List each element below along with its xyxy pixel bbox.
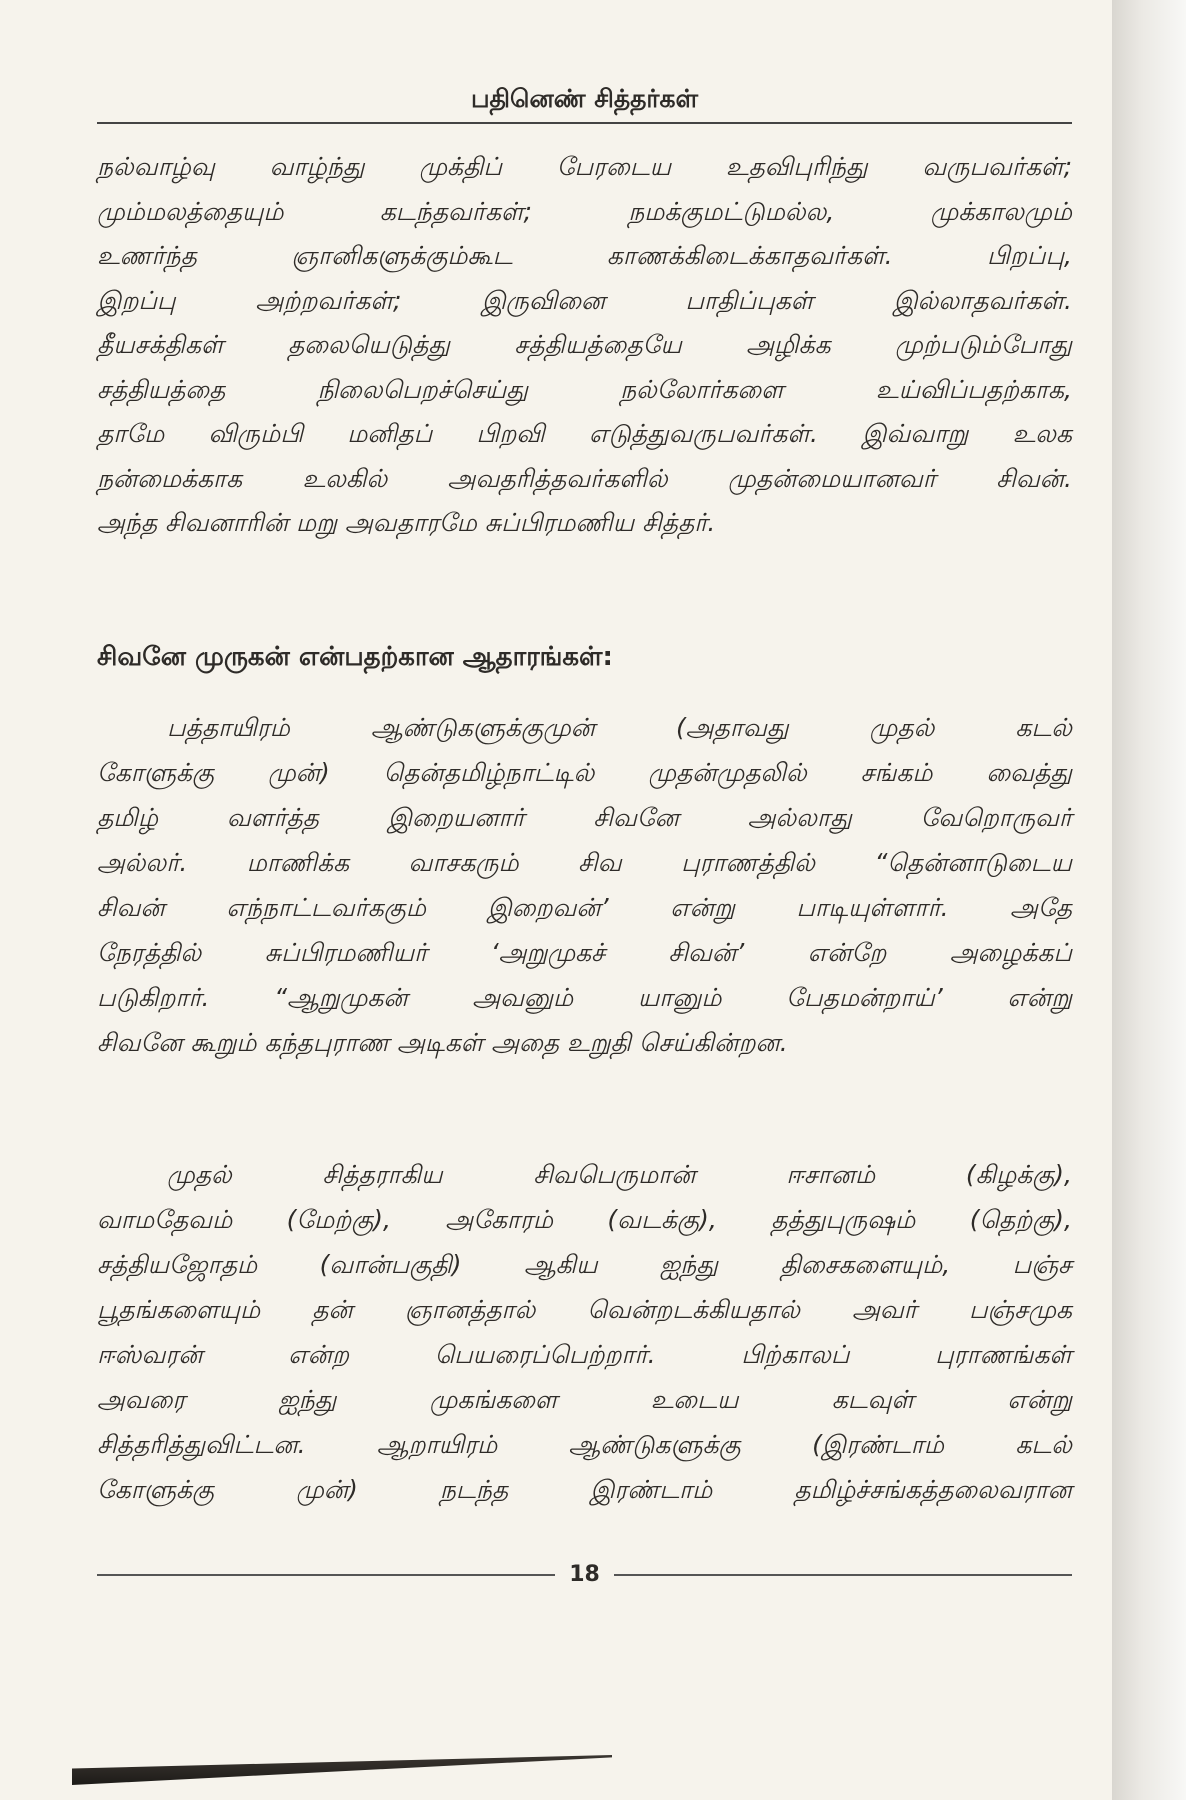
text-line: சிவனே கூறும் கந்தபுராண அடிகள் அதை உறுதி செய்கின்றன. (97, 1028, 788, 1057)
text-line: முதல் சித்தராகிய சிவபெருமான் ஈசானம் (கிழக்கு), (167, 1160, 1072, 1189)
text-line: சத்தியத்தை நிலைபெறச்செய்து நல்லோர்களை உய்விப்பதற்காக, (97, 374, 1072, 404)
text-line: சிவன் எந்நாட்டவர்ககும் இறைவன்’ என்று பாடியுள்ளார். அதே (97, 893, 1072, 922)
text-line: நன்மைக்காக உலகில் அவதரித்தவர்களில் முதன்மையானவர் சிவன். (97, 463, 1072, 493)
text-line: அந்த சிவனாரின் மறு அவதாரமே சுப்பிரமணிய சித்தர். (97, 508, 716, 537)
text-line: நல்வாழ்வு வாழ்ந்து முக்திப் பேரடைய உதவிபுரிந்து வருபவர்கள்; (97, 152, 1072, 181)
text-line: தமிழ் வளர்த்த இறையனார் சிவனே அல்லாது வேறொருவர் (97, 803, 1072, 832)
text-line: சித்தரித்துவிட்டன. ஆறாயிரம் ஆண்டுகளுக்கு (இரண்டாம் கடல் (97, 1430, 1072, 1459)
text-line: ஈஸ்வரன் என்ற பெயரைப்பெற்றார். பிற்காலப் புராணங்கள் (97, 1340, 1072, 1369)
running-header: பதினெண் சித்தர்கள் (470, 84, 699, 113)
text-line: வாமதேவம் (மேற்கு), அகோரம் (வடக்கு), தத்துபுருஷம் (தெற்கு), (97, 1205, 1072, 1234)
text-line: அவரை ஐந்து முகங்களை உடைய கடவுள் என்று (97, 1385, 1072, 1414)
text-line: நேரத்தில் சுப்பிரமணியர் ‘அறுமுகச் சிவன்’ என்றே அழைக்கப் (97, 938, 1072, 967)
text-line: பத்தாயிரம் ஆண்டுகளுக்குமுன் (அதாவது முதல் கடல் (167, 713, 1072, 742)
text-line: இறப்பு அற்றவர்கள்; இருவினை பாதிப்புகள் இல்லாதவர்கள். (97, 285, 1072, 315)
text-line: கோளுக்கு முன்) தென்தமிழ்நாட்டில் முதன்முதலில் சங்கம் வைத்து (97, 758, 1072, 787)
text-line: தீயசக்திகள் தலையெடுத்து சத்தியத்தையே அழிக்க முற்படும்போது (97, 330, 1072, 359)
text-line: படுகிறார். “ஆறுமுகன் அவனும் யானும் பேதமன்றாய்’ என்று (97, 983, 1072, 1012)
text-line: உணர்ந்த ஞானிகளுக்கும்கூட காணக்கிடைக்காதவர்கள். பிறப்பு, (97, 241, 1072, 270)
text-line: மும்மலத்தையும் கடந்தவர்கள்; நமக்குமட்டுமல்ல, முக்காலமும் (97, 196, 1072, 226)
header-rule (97, 122, 1072, 124)
text-line: சத்தியஜோதம் (வான்பகுதி) ஆகிய ஐந்து திசைகளையும், பஞ்ச (97, 1250, 1072, 1279)
text-line: தாமே விரும்பி மனிதப் பிறவி எடுத்துவருபவர்கள். இவ்வாறு உலக (97, 419, 1072, 448)
text-line: அல்லர். மாணிக்க வாசகரும் சிவ புராணத்தில் “தென்னாடுடைய (97, 848, 1072, 877)
page-number: 18 (569, 1562, 600, 1587)
text-line: கோளுக்கு முன்) நடந்த இரண்டாம் தமிழ்ச்சங்கத்தலைவரான (97, 1475, 1072, 1504)
text-line: பூதங்களையும் தன் ஞானத்தால் வென்றடக்கியதால் அவர் பஞ்சமுக (97, 1295, 1072, 1324)
page-edge (1112, 0, 1186, 1800)
footer-rule-right (614, 1574, 1072, 1576)
page-footer (97, 1562, 1072, 1587)
section-heading: சிவனே முருகன் என்பதற்கான ஆதாரங்கள்: (97, 642, 613, 672)
footer-rule-left (97, 1574, 555, 1576)
